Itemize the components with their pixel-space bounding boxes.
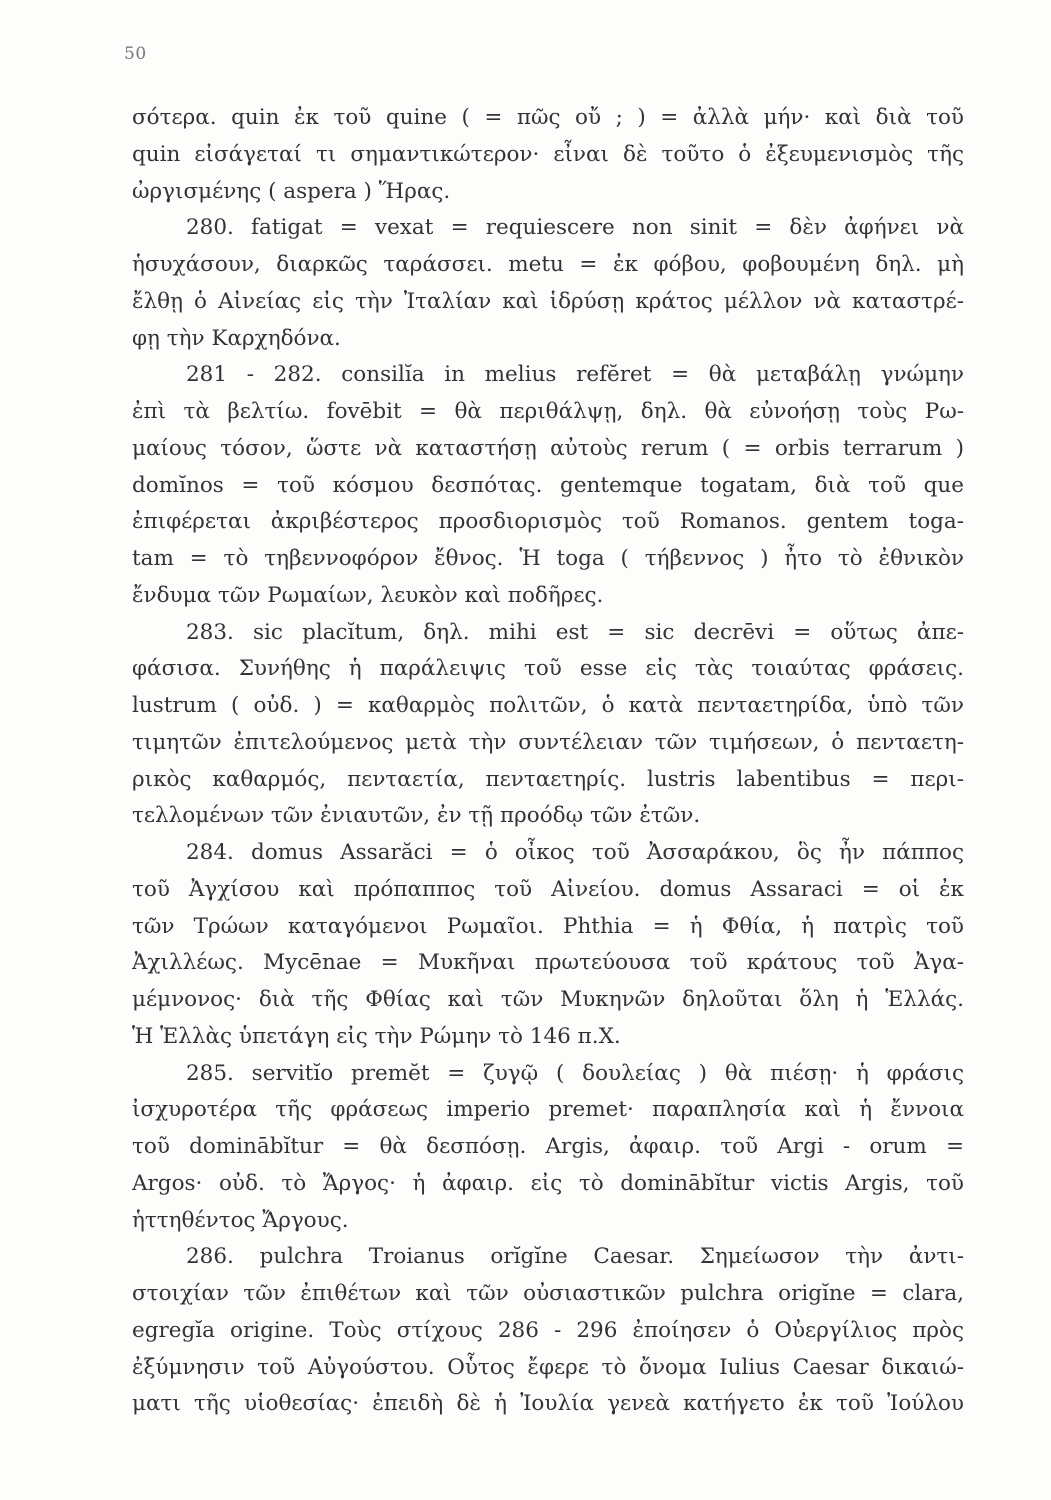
text-line: domĭnos = τοῦ κόσμου δεσπότας. gentemque togatam, διὰ τοῦ que bbox=[132, 472, 964, 498]
text-line: μαίους τόσον, ὥστε νὰ καταστήσῃ αὐτοὺς rerum ( = orbis terrarum ) bbox=[132, 435, 964, 461]
text-line: 283. sic placĭtum, δηλ. mihi est = sic decrēvi = οὕτως ἀπε- bbox=[186, 619, 964, 645]
text-line: 284. domus Assarăci = ὁ οἶκος τοῦ Ἀσσαράκου, ὃς ἦν πάππος bbox=[186, 840, 964, 865]
text-line: Argos· οὐδ. τὸ Ἄργος· ἡ ἀφαιρ. εἰς τὸ dominābĭtur victis Argis, τοῦ bbox=[132, 1170, 964, 1196]
page-number: 50 bbox=[124, 44, 147, 64]
text-line: ἐξύμνησιν τοῦ Αὐγούστου. Οὗτος ἔφερε τὸ ὄνομα Iulius Caesar δικαιώ- bbox=[132, 1354, 964, 1380]
text-line: μέμνονος· διὰ τῆς Φθίας καὶ τῶν Μυκηνῶν δηλοῦται ὅλη ἡ Ἑλλάς. bbox=[132, 987, 964, 1012]
text-line: quin εἰσάγεταί τι σημαντικώτερον· εἶναι δὲ τοῦτο ὁ ἐξευμενισμὸς τῆς bbox=[132, 141, 964, 167]
commentary-text bbox=[132, 100, 964, 1423]
text-line: 285. servitĭo premĕt = ζυγῷ ( δουλείας ) θὰ πιέσῃ· ἡ φράσις bbox=[186, 1060, 964, 1086]
text-line: tam = τὸ τηβεννοφόρον ἔθνος. Ἡ toga ( τήβεννος ) ἦτο τὸ ἐθνικὸν bbox=[132, 546, 964, 571]
text-line: ἐπὶ τὰ βελτίω. fovēbit = θὰ περιθάλψῃ, δηλ. θὰ εὐνοήσῃ τοὺς Ρω- bbox=[132, 399, 964, 424]
text-line: 286. pulchra Troianus orĭgĭne Caesar. Σημείωσον τὴν ἀντι- bbox=[186, 1244, 964, 1270]
text-line: τιμητῶν ἐπιτελούμενος μετὰ τὴν συντέλειαν τῶν τιμήσεων, ὁ πενταετη- bbox=[132, 729, 964, 755]
text-line: ὠργισμένης ( aspera ) Ἥρας. bbox=[132, 178, 451, 204]
text-line: ἰσχυροτέρα τῆς φράσεως imperio premet· παραπλησία καὶ ἡ ἔννοια bbox=[132, 1097, 964, 1123]
text-line: egregĭa origine. Τοὺς στίχους 286 - 296 ἐποίησεν ὁ Οὐεργίλιος πρὸς bbox=[132, 1317, 964, 1343]
text-line: lustrum ( οὐδ. ) = καθαρμὸς πολιτῶν, ὁ κατὰ πενταετηρίδα, ὑπὸ τῶν bbox=[132, 693, 964, 718]
text-line: 280. fatigat = vexat = requiescere non sinit = δὲν ἀφήνει νὰ bbox=[186, 215, 964, 241]
text-line: 281 - 282. consilĭa in melius refĕret = θὰ μεταβάλῃ γνώμην bbox=[186, 362, 964, 388]
text-line: τοῦ Ἀγχίσου καὶ πρόπαππος τοῦ Αἰνείου. domus Assaraci = οἱ ἐκ bbox=[132, 876, 964, 902]
text-line: ἔλθῃ ὁ Αἰνείας εἰς τὴν Ἰταλίαν καὶ ἱδρύσῃ κράτος μέλλον νὰ καταστρέ- bbox=[132, 288, 964, 314]
text-line: ἡσυχάσουν, διαρκῶς ταράσσει. metu = ἐκ φόβου, φοβουμένη δηλ. μὴ bbox=[132, 252, 964, 277]
text-line: ματι τῆς υἱοθεσίας· ἐπειδὴ δὲ ἡ Ἰουλία γενεὰ κατήγετο ἐκ τοῦ Ἰούλου bbox=[132, 1391, 964, 1417]
text-line: τοῦ dominābĭtur = θὰ δεσπόσῃ. Argis, ἀφαιρ. τοῦ Argi - orum = bbox=[132, 1134, 964, 1159]
text-line: στοιχίαν τῶν ἐπιθέτων καὶ τῶν οὐσιαστικῶν pulchra origĭne = clara, bbox=[132, 1281, 964, 1306]
text-line: ἡττηθέντος Ἄργους. bbox=[132, 1207, 349, 1233]
text-line: φάσισα. Συνήθης ἡ παράλειψις τοῦ esse εἰς τὰς τοιαύτας φράσεις. bbox=[132, 656, 964, 682]
text-line: Ἡ Ἑλλὰς ὑπετάγη εἰς τὴν Ρώμην τὸ 146 π.Χ. bbox=[132, 1023, 621, 1049]
text-line: φῃ τὴν Καρχηδόνα. bbox=[132, 325, 341, 351]
text-line: τῶν Τρώων καταγόμενοι Ρωμαῖοι. Phthia = ἡ Φθία, ἡ πατρὶς τοῦ bbox=[132, 913, 964, 939]
text-line: ἐπιφέρεται ἀκριβέστερος προσδιορισμὸς τοῦ Romanos. gentem toga- bbox=[132, 509, 964, 535]
text-line: τελλομένων τῶν ἐνιαυτῶν, ἐν τῇ προόδῳ τῶν ἐτῶν. bbox=[132, 803, 701, 829]
text-line: σότερα. quin ἐκ τοῦ quine ( = πῶς οὔ ; ) = ἀλλὰ μήν· καὶ διὰ τοῦ bbox=[132, 105, 964, 130]
text-line: ἔνδυμα τῶν Ρωμαίων, λευκὸν καὶ ποδῆρες. bbox=[132, 582, 604, 608]
text-line: ρικὸς καθαρμός, πενταετία, πενταετηρίς. lustris labentibus = περι- bbox=[132, 766, 964, 792]
text-line: Ἀχιλλέως. Mycēnae = Μυκῆναι πρωτεύουσα τοῦ κράτους τοῦ Ἀγα- bbox=[132, 950, 964, 976]
